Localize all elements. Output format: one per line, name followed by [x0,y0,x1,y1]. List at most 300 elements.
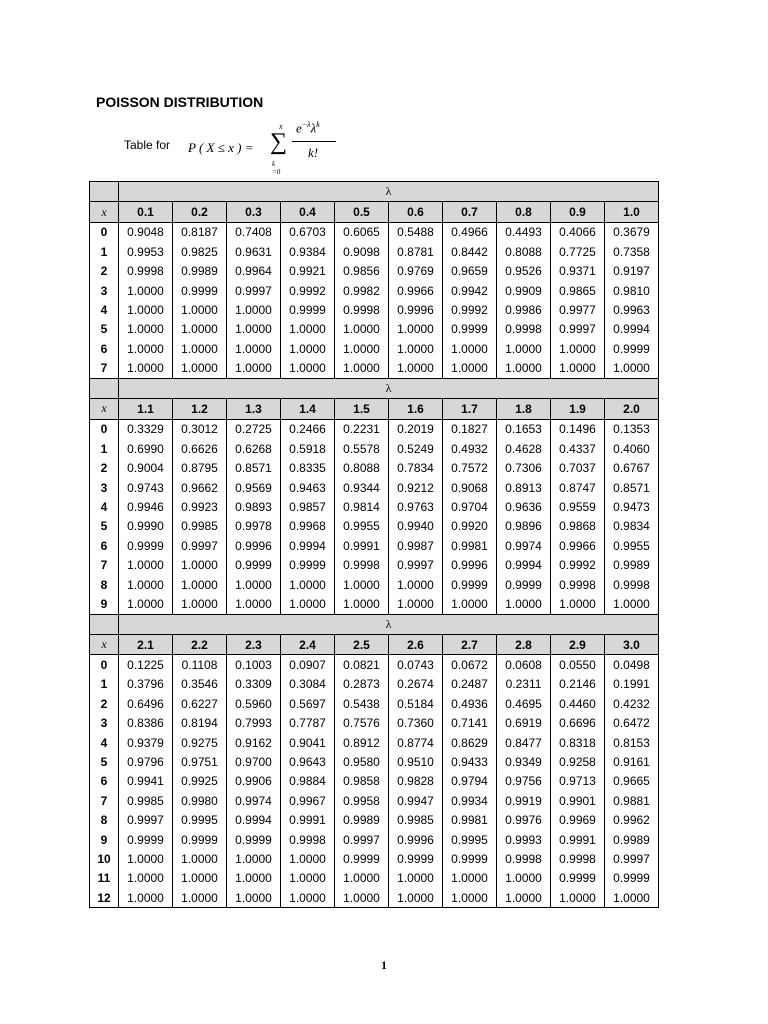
probability-cell: 0.1496 [551,419,605,439]
probability-cell: 0.9825 [173,242,227,261]
probability-cell: 0.9997 [389,555,443,574]
table-row [90,262,659,281]
probability-cell: 1.0000 [281,320,335,339]
probability-cell: 0.8386 [119,714,173,733]
probability-cell: 0.9997 [335,830,389,849]
probability-cell: 0.9993 [497,830,551,849]
probability-cell: 0.9999 [281,300,335,319]
probability-cell: 0.9999 [173,281,227,300]
probability-cell: 0.5960 [227,694,281,713]
probability-cell: 0.2146 [551,675,605,694]
lambda-value-header: 0.7 [443,202,497,222]
column-header-row [90,399,659,419]
probability-cell: 0.9955 [605,536,659,555]
probability-cell: 0.9998 [335,555,389,574]
probability-cell: 0.9868 [551,517,605,536]
probability-cell: 1.0000 [173,320,227,339]
page-number: 1 [381,958,387,972]
probability-cell: 0.2311 [497,675,551,694]
probability-cell: 0.9275 [173,733,227,752]
probability-cell: 0.9991 [281,811,335,830]
probability-cell: 1.0000 [281,888,335,908]
probability-cell: 0.9964 [227,262,281,281]
formula-lhs: P ( X ≤ x ) = [188,140,254,155]
probability-cell: 0.9999 [281,555,335,574]
probability-cell: 0.9756 [497,772,551,791]
probability-cell: 1.0000 [119,555,173,574]
probability-cell: 1.0000 [173,359,227,379]
probability-cell: 0.9999 [443,320,497,339]
lambda-value-header: 2.9 [551,634,605,654]
probability-cell: 0.9834 [605,517,659,536]
table-row [90,300,659,319]
probability-cell: 0.0821 [335,655,389,675]
lambda-value-header: 2.4 [281,634,335,654]
probability-cell: 0.9999 [173,830,227,849]
lambda-value-header: 1.5 [335,399,389,419]
probability-cell: 0.9968 [281,517,335,536]
probability-cell: 0.9923 [173,497,227,516]
probability-cell: 1.0000 [389,575,443,594]
probability-cell: 0.4460 [551,694,605,713]
probability-cell: 1.0000 [389,359,443,379]
table-row [90,849,659,868]
probability-cell: 1.0000 [173,888,227,908]
probability-cell: 0.9041 [281,733,335,752]
probability-cell: 0.9999 [605,869,659,888]
probability-cell: 1.0000 [443,888,497,908]
table-row [90,752,659,771]
lambda-value-header: 1.3 [227,399,281,419]
probability-cell: 0.9858 [335,772,389,791]
probability-cell: 1.0000 [119,320,173,339]
probability-cell: 0.2231 [335,419,389,439]
probability-cell: 0.9994 [497,555,551,574]
x-value-cell: 2 [90,694,119,713]
formula-row [124,118,424,176]
corner-cell [90,182,119,202]
probability-cell: 1.0000 [497,359,551,379]
lambda-value-header: 1.4 [281,399,335,419]
probability-cell: 1.0000 [335,594,389,614]
probability-cell: 0.7787 [281,714,335,733]
probability-cell: 0.2019 [389,419,443,439]
x-value-cell: 1 [90,675,119,694]
probability-cell: 0.9751 [173,752,227,771]
x-value-cell: 5 [90,517,119,536]
x-column-header: x [90,399,119,419]
probability-cell: 0.5184 [389,694,443,713]
probability-cell: 0.9953 [119,242,173,261]
page-title: POISSON DISTRIBUTION [96,94,264,110]
probability-cell: 0.9643 [281,752,335,771]
sum-upper-limit: x [279,122,283,131]
table-row [90,733,659,752]
table-row [90,339,659,358]
probability-cell: 0.9665 [605,772,659,791]
table-row [90,811,659,830]
probability-cell: 0.9865 [551,281,605,300]
probability-cell: 1.0000 [227,359,281,379]
probability-cell: 0.9344 [335,478,389,497]
lambda-value-header: 0.5 [335,202,389,222]
x-value-cell: 9 [90,830,119,849]
probability-cell: 0.9048 [119,222,173,242]
probability-cell: 0.9997 [119,811,173,830]
probability-cell: 0.9967 [281,791,335,810]
probability-cell: 0.9994 [227,811,281,830]
x-value-cell: 11 [90,869,119,888]
probability-cell: 1.0000 [173,594,227,614]
probability-cell: 0.9794 [443,772,497,791]
probability-cell: 0.9985 [389,811,443,830]
lambda-header-row [90,614,659,634]
x-value-cell: 4 [90,497,119,516]
probability-cell: 0.9197 [605,262,659,281]
probability-cell: 0.9998 [497,849,551,868]
probability-cell: 0.2487 [443,675,497,694]
probability-cell: 0.7572 [443,458,497,477]
table-row [90,830,659,849]
probability-cell: 0.4337 [551,439,605,458]
lambda-value-header: 0.4 [281,202,335,222]
probability-cell: 0.6767 [605,458,659,477]
probability-cell: 0.4932 [443,439,497,458]
probability-cell: 0.9996 [443,555,497,574]
lambda-value-header: 1.9 [551,399,605,419]
probability-cell: 0.8913 [497,478,551,497]
probability-cell: 0.9999 [605,339,659,358]
probability-cell: 0.4695 [497,694,551,713]
probability-cell: 0.3796 [119,675,173,694]
probability-cell: 0.9974 [227,791,281,810]
probability-cell: 0.9828 [389,772,443,791]
probability-cell: 0.8774 [389,733,443,752]
probability-cell: 0.9942 [443,281,497,300]
table-row [90,242,659,261]
table-row [90,517,659,536]
probability-cell: 0.9966 [389,281,443,300]
probability-cell: 0.3309 [227,675,281,694]
probability-cell: 1.0000 [443,594,497,614]
probability-cell: 0.9901 [551,791,605,810]
probability-cell: 0.9893 [227,497,281,516]
probability-cell: 0.9998 [605,575,659,594]
probability-cell: 0.9999 [119,536,173,555]
probability-cell: 0.7834 [389,458,443,477]
x-column-header: x [90,634,119,654]
table-row [90,478,659,497]
probability-cell: 0.9999 [335,849,389,868]
lambda-value-header: 2.0 [605,399,659,419]
probability-cell: 0.9433 [443,752,497,771]
probability-cell: 1.0000 [389,888,443,908]
probability-cell: 0.9384 [281,242,335,261]
lambda-value-header: 2.8 [497,634,551,654]
x-value-cell: 5 [90,752,119,771]
table-row [90,791,659,810]
probability-cell: 0.9999 [443,575,497,594]
probability-cell: 1.0000 [551,339,605,358]
probability-cell: 0.9991 [335,536,389,555]
probability-cell: 0.4060 [605,439,659,458]
probability-cell: 0.6065 [335,222,389,242]
x-value-cell: 3 [90,281,119,300]
table-row [90,869,659,888]
probability-cell: 0.9992 [551,555,605,574]
probability-cell: 0.9955 [335,517,389,536]
probability-cell: 1.0000 [119,359,173,379]
probability-cell: 0.9994 [605,320,659,339]
lambda-value-header: 3.0 [605,634,659,654]
probability-cell: 0.9473 [605,497,659,516]
probability-cell: 0.5697 [281,694,335,713]
x-value-cell: 2 [90,262,119,281]
probability-cell: 0.8571 [605,478,659,497]
table-row [90,439,659,458]
probability-cell: 0.9743 [119,478,173,497]
lambda-value-header: 2.5 [335,634,389,654]
probability-cell: 0.8088 [335,458,389,477]
probability-cell: 0.7306 [497,458,551,477]
numerator-lambda: λ [310,120,317,136]
probability-cell: 0.9998 [281,830,335,849]
probability-cell: 0.9997 [605,849,659,868]
probability-cell: 0.9796 [119,752,173,771]
table-row [90,536,659,555]
probability-cell: 0.9004 [119,458,173,477]
probability-cell: 0.8335 [281,458,335,477]
probability-cell: 0.1991 [605,675,659,694]
probability-cell: 0.7360 [389,714,443,733]
probability-cell: 0.9985 [173,517,227,536]
probability-cell: 0.9526 [497,262,551,281]
probability-cell: 1.0000 [551,594,605,614]
probability-cell: 0.9068 [443,478,497,497]
probability-cell: 0.9996 [389,300,443,319]
lambda-symbol: λ [119,182,659,202]
probability-cell: 0.0743 [389,655,443,675]
probability-cell: 0.9631 [227,242,281,261]
numerator-exponent: −λ [301,120,311,129]
x-value-cell: 6 [90,772,119,791]
probability-cell: 0.9947 [389,791,443,810]
probability-cell: 1.0000 [335,359,389,379]
probability-cell: 0.9986 [497,300,551,319]
probability-cell: 1.0000 [119,300,173,319]
lambda-value-header: 2.3 [227,634,281,654]
probability-cell: 1.0000 [173,339,227,358]
probability-cell: 0.2725 [227,419,281,439]
probability-cell: 0.7725 [551,242,605,261]
probability-cell: 1.0000 [497,869,551,888]
lambda-value-header: 1.1 [119,399,173,419]
x-value-cell: 2 [90,458,119,477]
table-for-label: Table for [124,138,171,152]
probability-cell: 1.0000 [119,888,173,908]
probability-cell: 0.4493 [497,222,551,242]
probability-cell: 0.0608 [497,655,551,675]
probability-cell: 0.9997 [551,320,605,339]
probability-cell: 0.1353 [605,419,659,439]
corner-cell [90,378,119,398]
table-row [90,458,659,477]
lambda-value-header: 1.8 [497,399,551,419]
probability-cell: 0.7576 [335,714,389,733]
x-value-cell: 8 [90,575,119,594]
lambda-value-header: 0.3 [227,202,281,222]
probability-cell: 0.9969 [551,811,605,830]
probability-cell: 0.9569 [227,478,281,497]
probability-cell: 0.6227 [173,694,227,713]
probability-cell: 0.7993 [227,714,281,733]
lambda-value-header: 0.2 [173,202,227,222]
lambda-value-header: 2.7 [443,634,497,654]
column-header-row [90,202,659,222]
x-value-cell: 4 [90,300,119,319]
probability-cell: 0.1225 [119,655,173,675]
probability-cell: 0.9982 [335,281,389,300]
probability-cell: 1.0000 [119,575,173,594]
x-value-cell: 0 [90,655,119,675]
probability-cell: 0.2674 [389,675,443,694]
table-row [90,655,659,675]
probability-cell: 0.8318 [551,733,605,752]
probability-cell: 0.9810 [605,281,659,300]
probability-cell: 0.9763 [389,497,443,516]
probability-cell: 0.9989 [605,830,659,849]
table-row [90,320,659,339]
probability-cell: 1.0000 [227,594,281,614]
fraction-bar [292,141,336,142]
probability-cell: 1.0000 [335,320,389,339]
probability-cell: 0.3084 [281,675,335,694]
lambda-value-header: 2.6 [389,634,443,654]
probability-cell: 0.1827 [443,419,497,439]
probability-cell: 1.0000 [551,359,605,379]
x-column-header: x [90,202,119,222]
probability-cell: 0.9999 [551,869,605,888]
probability-cell: 1.0000 [227,339,281,358]
probability-cell: 0.9962 [605,811,659,830]
probability-cell: 0.9995 [443,830,497,849]
probability-cell: 1.0000 [335,575,389,594]
table-row [90,575,659,594]
probability-cell: 0.9989 [173,262,227,281]
table-row [90,419,659,439]
probability-cell: 1.0000 [335,869,389,888]
probability-cell: 1.0000 [281,594,335,614]
probability-cell: 1.0000 [605,594,659,614]
table-row [90,714,659,733]
probability-cell: 0.9977 [551,300,605,319]
probability-cell: 0.9994 [281,536,335,555]
probability-cell: 0.9941 [119,772,173,791]
probability-cell: 0.9998 [335,300,389,319]
probability-cell: 0.1003 [227,655,281,675]
probability-cell: 0.9999 [497,575,551,594]
probability-cell: 0.7141 [443,714,497,733]
probability-cell: 0.9379 [119,733,173,752]
poisson-table [89,181,659,908]
probability-cell: 0.9920 [443,517,497,536]
probability-cell: 1.0000 [281,359,335,379]
probability-cell: 0.4628 [497,439,551,458]
probability-cell: 0.7358 [605,242,659,261]
probability-cell: 0.9990 [119,517,173,536]
probability-cell: 0.8571 [227,458,281,477]
probability-cell: 1.0000 [227,575,281,594]
probability-cell: 1.0000 [227,888,281,908]
x-value-cell: 1 [90,242,119,261]
probability-cell: 1.0000 [119,339,173,358]
probability-cell: 0.9921 [281,262,335,281]
probability-cell: 0.9997 [173,536,227,555]
probability-cell: 0.6919 [497,714,551,733]
probability-cell: 0.9098 [335,242,389,261]
table-row [90,497,659,516]
probability-cell: 0.9999 [443,849,497,868]
probability-cell: 1.0000 [389,869,443,888]
probability-cell: 0.9925 [173,772,227,791]
probability-cell: 0.4232 [605,694,659,713]
formula-numerator [296,120,320,136]
lambda-value-header: 0.6 [389,202,443,222]
probability-cell: 0.9978 [227,517,281,536]
probability-cell: 0.3546 [173,675,227,694]
probability-cell: 0.9857 [281,497,335,516]
probability-cell: 0.9371 [551,262,605,281]
probability-cell: 0.9769 [389,262,443,281]
probability-cell: 1.0000 [281,869,335,888]
lambda-value-header: 0.1 [119,202,173,222]
probability-cell: 1.0000 [443,869,497,888]
probability-cell: 0.7408 [227,222,281,242]
probability-cell: 1.0000 [119,594,173,614]
probability-cell: 0.9963 [605,300,659,319]
x-value-cell: 7 [90,359,119,379]
probability-cell: 0.9974 [497,536,551,555]
probability-cell: 0.9998 [119,262,173,281]
probability-cell: 0.9881 [605,791,659,810]
probability-cell: 0.9997 [227,281,281,300]
lambda-value-header: 2.2 [173,634,227,654]
probability-cell: 0.8442 [443,242,497,261]
x-value-cell: 0 [90,419,119,439]
probability-cell: 0.9258 [551,752,605,771]
probability-cell: 0.4966 [443,222,497,242]
probability-cell: 0.8088 [497,242,551,261]
probability-cell: 0.8912 [335,733,389,752]
probability-cell: 0.9976 [497,811,551,830]
column-header-row [90,634,659,654]
probability-cell: 0.8194 [173,714,227,733]
lambda-value-header: 1.2 [173,399,227,419]
probability-cell: 0.3329 [119,419,173,439]
probability-cell: 1.0000 [227,300,281,319]
probability-cell: 0.9987 [389,536,443,555]
probability-cell: 0.0672 [443,655,497,675]
probability-cell: 1.0000 [335,339,389,358]
probability-cell: 1.0000 [389,339,443,358]
probability-cell: 0.9212 [389,478,443,497]
probability-cell: 0.2466 [281,419,335,439]
probability-cell: 1.0000 [497,594,551,614]
probability-cell: 0.1653 [497,419,551,439]
x-value-cell: 7 [90,555,119,574]
probability-cell: 0.5438 [335,694,389,713]
probability-cell: 0.9981 [443,536,497,555]
